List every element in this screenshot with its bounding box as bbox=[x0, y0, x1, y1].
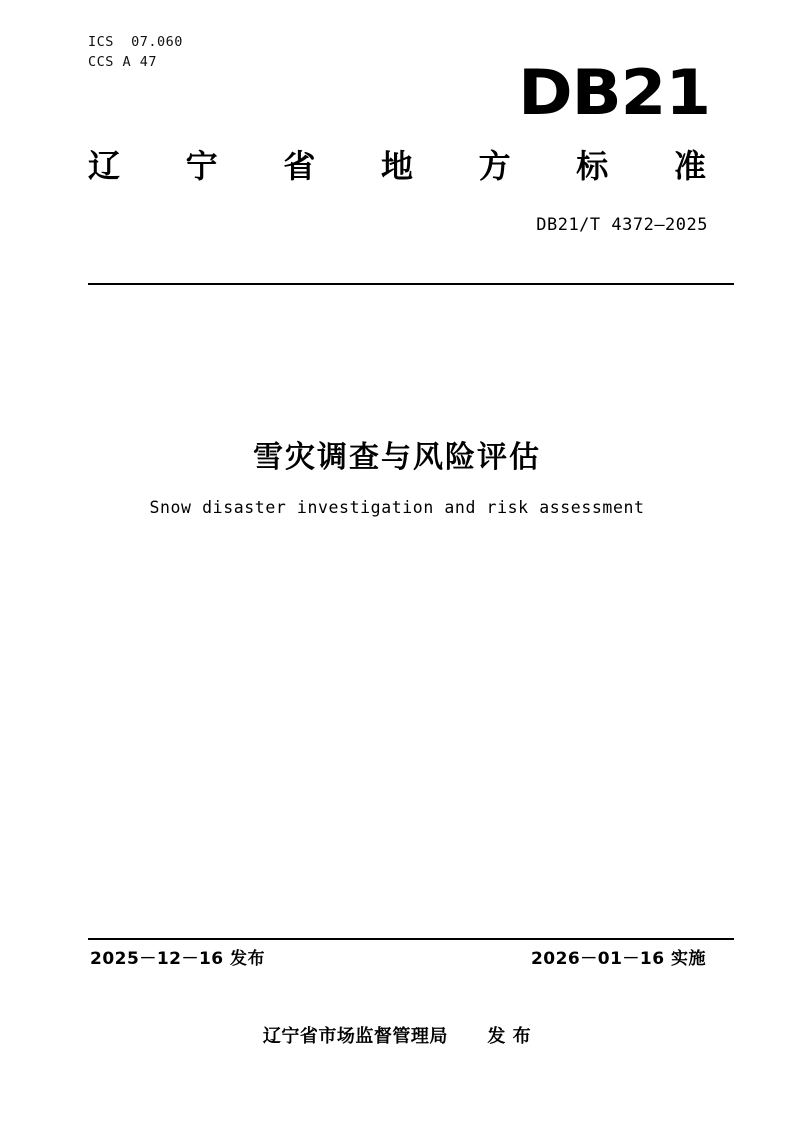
title-char-3: 省 bbox=[283, 147, 316, 185]
issue-date: 2025－12－16 发布 bbox=[90, 949, 266, 969]
db21-logo: DB21 bbox=[518, 56, 710, 129]
title-char-2: 宁 bbox=[185, 147, 218, 185]
publisher-organization: 辽宁省市场监督管理局 bbox=[262, 1026, 448, 1047]
title-char-1: 辽 bbox=[88, 147, 121, 185]
classification-block bbox=[88, 32, 183, 72]
title-char-4: 地 bbox=[380, 147, 413, 185]
document-title-cn: 雪灾调查与风险评估 bbox=[253, 440, 541, 475]
ics-code: ICS 07.060 bbox=[88, 34, 183, 50]
title-char-5: 方 bbox=[478, 147, 511, 185]
ccs-code: CCS A 47 bbox=[88, 54, 158, 70]
document-title-en: Snow disaster investigation and risk assessment bbox=[149, 498, 645, 517]
title-char-7: 准 bbox=[673, 147, 706, 185]
standard-title-cn bbox=[88, 144, 706, 188]
publisher-action: 发 布 bbox=[487, 1026, 532, 1047]
effective-date: 2026－01－16 实施 bbox=[530, 949, 706, 969]
divider-top bbox=[88, 283, 734, 285]
divider-bottom bbox=[88, 938, 734, 940]
standard-number: DB21/T 4372—2025 bbox=[536, 215, 708, 235]
title-char-6: 标 bbox=[576, 147, 609, 185]
publisher-line bbox=[0, 1022, 794, 1048]
